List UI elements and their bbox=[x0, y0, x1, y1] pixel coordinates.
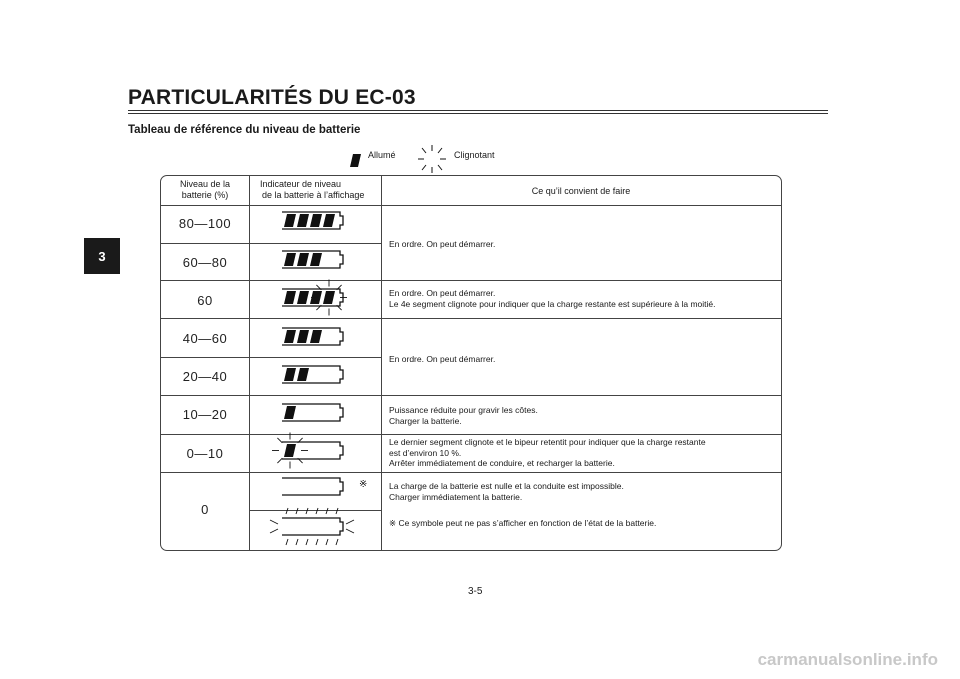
battery-level-table bbox=[160, 175, 782, 551]
battery-empty-blink-ray bbox=[286, 508, 288, 514]
note-symbol: ※ bbox=[389, 518, 397, 528]
battery-empty-blink-ray bbox=[296, 539, 298, 545]
battery-0-segment bbox=[284, 214, 296, 227]
battery-3-segment bbox=[297, 330, 309, 343]
battery-4-segment bbox=[284, 368, 296, 381]
battery-empty-blink-ray bbox=[316, 508, 318, 514]
battery-empty-blink-ray bbox=[270, 520, 278, 524]
battery-empty-blink-ray bbox=[296, 508, 298, 514]
battery-empty-blink-ray bbox=[306, 508, 308, 514]
level-40-60: 40—60 bbox=[182, 331, 228, 346]
battery-empty-blink-ray bbox=[346, 520, 354, 524]
battery-0-segment bbox=[323, 214, 335, 227]
battery-1-segment bbox=[297, 253, 309, 266]
battery-indicators bbox=[161, 176, 781, 550]
blinking-icon bbox=[416, 143, 448, 175]
action-80-60: En ordre. On peut démarrer. bbox=[389, 239, 496, 249]
legend-blink-label: Clignotant bbox=[454, 150, 495, 160]
battery-empty-blink-ray bbox=[316, 539, 318, 545]
action-60: En ordre. On peut démarrer. Le 4e segment clignote pour indiquer que la charge restante est supérieure à la moitié. bbox=[389, 288, 716, 309]
battery-empty-blink-ray bbox=[346, 529, 354, 533]
page-number: 3-5 bbox=[468, 586, 483, 597]
action-0-note: ※ Ce symbole peut ne pas s’afficher en fonction de l’état de la batterie. bbox=[389, 518, 657, 528]
battery-2-blinking-segment bbox=[323, 291, 335, 304]
battery-1-segment bbox=[284, 253, 296, 266]
battery-1-segment bbox=[310, 253, 322, 266]
battery-6-blink-ray bbox=[277, 438, 282, 443]
level-80-100: 80—100 bbox=[178, 216, 232, 231]
battery-7-outline bbox=[282, 478, 343, 495]
battery-3-segment bbox=[284, 330, 296, 343]
battery-2-segment bbox=[297, 291, 309, 304]
header-indicator: Indicateur de niveau de la batterie à l’affichage bbox=[260, 179, 365, 200]
battery-empty-blink-ray bbox=[336, 508, 338, 514]
level-20-40: 20—40 bbox=[182, 369, 228, 384]
section-subtitle: Tableau de référence du niveau de batterie bbox=[128, 124, 361, 136]
battery-empty-blink-ray bbox=[306, 539, 308, 545]
level-0: 0 bbox=[201, 502, 209, 517]
segment-on-icon bbox=[350, 154, 362, 168]
battery-empty-blink-ray bbox=[326, 539, 328, 545]
header-level: Niveau de la batterie (%) bbox=[179, 179, 231, 200]
header-action: Ce qu’il convient de faire bbox=[531, 186, 631, 196]
level-10-20: 10—20 bbox=[182, 407, 228, 422]
level-60: 60 bbox=[197, 293, 213, 308]
battery-6-blinking-segment bbox=[284, 444, 296, 457]
battery-2-segment bbox=[284, 291, 296, 304]
watermark: carmanualsonline.info bbox=[757, 650, 938, 669]
note-symbol-marker: ※ bbox=[359, 479, 368, 490]
battery-6-blink-ray bbox=[277, 458, 282, 463]
level-0-10: 0—10 bbox=[186, 446, 224, 461]
battery-5-segment bbox=[284, 406, 296, 419]
action-10-20: Puissance réduite pour gravir les côtes. Charger la batterie. bbox=[389, 405, 538, 426]
title-rule bbox=[128, 110, 828, 111]
legend-on-label: Allumé bbox=[368, 150, 396, 160]
battery-empty-blink-ray bbox=[326, 508, 328, 514]
battery-0-segment bbox=[310, 214, 322, 227]
battery-3-segment bbox=[310, 330, 322, 343]
level-60-80: 60—80 bbox=[182, 255, 228, 270]
battery-4-segment bbox=[297, 368, 309, 381]
battery-empty-blink-ray bbox=[270, 529, 278, 533]
page-title: PARTICULARITÉS DU EC-03 bbox=[128, 86, 416, 109]
battery-empty-blink-ray bbox=[336, 539, 338, 545]
title-rule-thin bbox=[128, 113, 828, 114]
action-0: La charge de la batterie est nulle et la conduite est impossible. Charger immédiatement la batterie. bbox=[389, 481, 624, 502]
action-60-20: En ordre. On peut démarrer. bbox=[389, 354, 496, 364]
battery-empty-blink-ray bbox=[286, 539, 288, 545]
chapter-tab: 3 bbox=[84, 238, 120, 274]
battery-0-segment bbox=[297, 214, 309, 227]
action-0-10: Le dernier segment clignote et le bipeur retentit pour indiquer que la charge restante est d’environ 10 %. Arrêter immédiatement de conduire, et recharger la batterie. bbox=[389, 437, 706, 468]
battery-empty-blinking-outline bbox=[282, 518, 343, 535]
